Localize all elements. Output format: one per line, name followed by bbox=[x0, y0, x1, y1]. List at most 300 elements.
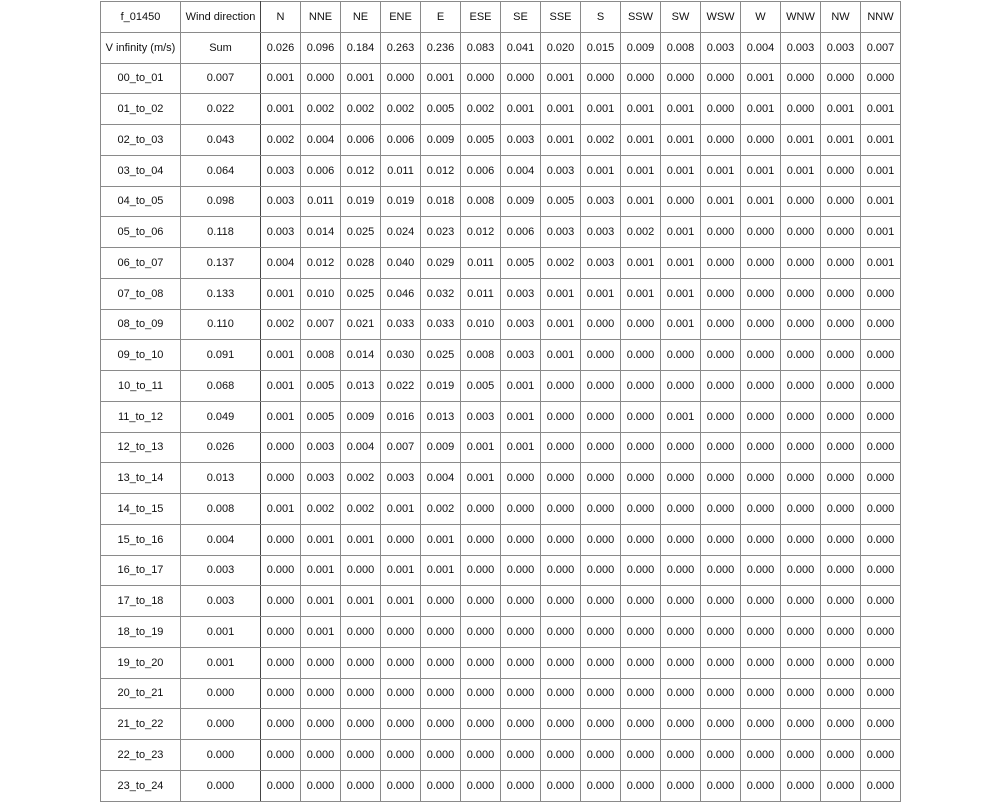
frequency-cell: 0.000 bbox=[741, 709, 781, 740]
speed-bin-label: 00_to_01 bbox=[101, 63, 181, 94]
frequency-cell: 0.000 bbox=[861, 740, 901, 771]
frequency-cell: 0.023 bbox=[421, 217, 461, 248]
frequency-cell: 0.000 bbox=[701, 340, 741, 371]
frequency-cell: 0.000 bbox=[701, 647, 741, 678]
frequency-cell: 0.000 bbox=[821, 463, 861, 494]
frequency-cell: 0.008 bbox=[301, 340, 341, 371]
speed-bin-label: 02_to_03 bbox=[101, 125, 181, 156]
table-row bbox=[101, 709, 901, 740]
frequency-cell: 0.000 bbox=[861, 463, 901, 494]
frequency-cell: 0.025 bbox=[341, 217, 381, 248]
frequency-cell: 0.000 bbox=[661, 340, 701, 371]
table-row bbox=[101, 494, 901, 525]
frequency-cell: 0.006 bbox=[301, 155, 341, 186]
frequency-cell: 0.033 bbox=[381, 309, 421, 340]
frequency-cell: 0.000 bbox=[741, 617, 781, 648]
frequency-cell: 0.000 bbox=[461, 770, 501, 801]
table-row bbox=[101, 278, 901, 309]
frequency-cell: 0.000 bbox=[501, 463, 541, 494]
frequency-cell: 0.000 bbox=[781, 770, 821, 801]
frequency-cell: 0.002 bbox=[341, 494, 381, 525]
frequency-cell: 0.000 bbox=[421, 770, 461, 801]
direction-header: NNW bbox=[861, 2, 901, 33]
frequency-cell: 0.007 bbox=[301, 309, 341, 340]
frequency-cell: 0.000 bbox=[701, 309, 741, 340]
frequency-cell: 0.000 bbox=[701, 371, 741, 402]
frequency-cell: 0.005 bbox=[461, 125, 501, 156]
table-row bbox=[101, 647, 901, 678]
direction-header: NW bbox=[821, 2, 861, 33]
frequency-cell: 0.000 bbox=[661, 586, 701, 617]
speed-bin-label: 06_to_07 bbox=[101, 248, 181, 279]
frequency-cell: 0.003 bbox=[261, 155, 301, 186]
frequency-cell: 0.005 bbox=[301, 401, 341, 432]
frequency-cell: 0.000 bbox=[741, 309, 781, 340]
speed-bin-label: 17_to_18 bbox=[101, 586, 181, 617]
frequency-cell: 0.003 bbox=[301, 432, 341, 463]
frequency-cell: 0.000 bbox=[461, 63, 501, 94]
frequency-cell: 0.002 bbox=[421, 494, 461, 525]
frequency-cell: 0.005 bbox=[421, 94, 461, 125]
frequency-cell: 0.003 bbox=[461, 401, 501, 432]
frequency-cell: 0.011 bbox=[381, 155, 421, 186]
frequency-cell: 0.000 bbox=[741, 555, 781, 586]
frequency-cell: 0.000 bbox=[661, 770, 701, 801]
table-row bbox=[101, 186, 901, 217]
frequency-cell: 0.000 bbox=[821, 740, 861, 771]
frequency-cell: 0.046 bbox=[381, 278, 421, 309]
frequency-cell: 0.000 bbox=[261, 770, 301, 801]
frequency-cell: 0.001 bbox=[421, 524, 461, 555]
table-row bbox=[101, 309, 901, 340]
frequency-cell: 0.000 bbox=[701, 125, 741, 156]
frequency-cell: 0.001 bbox=[421, 63, 461, 94]
frequency-cell: 0.001 bbox=[621, 155, 661, 186]
frequency-cell: 0.001 bbox=[861, 94, 901, 125]
direction-header: SW bbox=[661, 2, 701, 33]
frequency-cell: 0.001 bbox=[381, 586, 421, 617]
frequency-cell: 0.000 bbox=[781, 740, 821, 771]
frequency-cell: 0.000 bbox=[701, 463, 741, 494]
frequency-cell: 0.000 bbox=[461, 494, 501, 525]
frequency-cell: 0.000 bbox=[261, 524, 301, 555]
frequency-cell: 0.001 bbox=[301, 586, 341, 617]
speed-bin-label: 15_to_16 bbox=[101, 524, 181, 555]
frequency-cell: 0.000 bbox=[501, 647, 541, 678]
direction-total: 0.003 bbox=[821, 32, 861, 63]
frequency-cell: 0.003 bbox=[581, 186, 621, 217]
frequency-cell: 0.000 bbox=[581, 524, 621, 555]
wind-direction-header: Wind direction bbox=[181, 2, 261, 33]
frequency-cell: 0.000 bbox=[341, 678, 381, 709]
frequency-cell: 0.040 bbox=[381, 248, 421, 279]
frequency-cell: 0.000 bbox=[301, 709, 341, 740]
frequency-cell: 0.000 bbox=[781, 186, 821, 217]
table-row bbox=[101, 94, 901, 125]
frequency-cell: 0.000 bbox=[661, 371, 701, 402]
frequency-cell: 0.000 bbox=[781, 586, 821, 617]
frequency-cell: 0.001 bbox=[541, 94, 581, 125]
speed-bin-label: 11_to_12 bbox=[101, 401, 181, 432]
frequency-cell: 0.000 bbox=[821, 678, 861, 709]
frequency-cell: 0.000 bbox=[621, 340, 661, 371]
speed-bin-label: 05_to_06 bbox=[101, 217, 181, 248]
frequency-cell: 0.001 bbox=[501, 432, 541, 463]
frequency-cell: 0.011 bbox=[461, 248, 501, 279]
frequency-cell: 0.000 bbox=[621, 401, 661, 432]
frequency-cell: 0.000 bbox=[581, 709, 621, 740]
frequency-cell: 0.000 bbox=[261, 709, 301, 740]
direction-header: NNE bbox=[301, 2, 341, 33]
frequency-cell: 0.000 bbox=[661, 678, 701, 709]
frequency-cell: 0.003 bbox=[581, 248, 621, 279]
frequency-cell: 0.000 bbox=[381, 709, 421, 740]
frequency-cell: 0.001 bbox=[661, 125, 701, 156]
frequency-cell: 0.011 bbox=[461, 278, 501, 309]
frequency-cell: 0.000 bbox=[621, 371, 661, 402]
row-sum: 0.000 bbox=[181, 740, 261, 771]
frequency-cell: 0.000 bbox=[661, 709, 701, 740]
row-sum: 0.000 bbox=[181, 770, 261, 801]
frequency-cell: 0.004 bbox=[261, 248, 301, 279]
frequency-cell: 0.003 bbox=[501, 309, 541, 340]
row-sum: 0.068 bbox=[181, 371, 261, 402]
frequency-cell: 0.000 bbox=[741, 432, 781, 463]
direction-total: 0.236 bbox=[421, 32, 461, 63]
frequency-cell: 0.000 bbox=[741, 278, 781, 309]
frequency-cell: 0.000 bbox=[261, 647, 301, 678]
frequency-cell: 0.009 bbox=[341, 401, 381, 432]
frequency-cell: 0.005 bbox=[501, 248, 541, 279]
frequency-cell: 0.000 bbox=[861, 617, 901, 648]
frequency-cell: 0.000 bbox=[661, 186, 701, 217]
row-sum: 0.091 bbox=[181, 340, 261, 371]
corner-label: f_01450 bbox=[101, 2, 181, 33]
frequency-cell: 0.012 bbox=[421, 155, 461, 186]
wind-frequency-table bbox=[100, 1, 901, 802]
frequency-cell: 0.000 bbox=[781, 555, 821, 586]
frequency-cell: 0.000 bbox=[421, 740, 461, 771]
frequency-cell: 0.000 bbox=[701, 432, 741, 463]
frequency-cell: 0.000 bbox=[261, 555, 301, 586]
frequency-cell: 0.000 bbox=[541, 678, 581, 709]
direction-header: N bbox=[261, 2, 301, 33]
frequency-cell: 0.000 bbox=[741, 524, 781, 555]
frequency-cell: 0.001 bbox=[701, 186, 741, 217]
frequency-cell: 0.000 bbox=[741, 463, 781, 494]
frequency-cell: 0.000 bbox=[821, 709, 861, 740]
row-sum: 0.000 bbox=[181, 678, 261, 709]
speed-bin-label: 14_to_15 bbox=[101, 494, 181, 525]
frequency-cell: 0.001 bbox=[701, 155, 741, 186]
frequency-cell: 0.001 bbox=[661, 155, 701, 186]
row-sum: 0.043 bbox=[181, 125, 261, 156]
frequency-cell: 0.006 bbox=[341, 125, 381, 156]
frequency-cell: 0.000 bbox=[501, 678, 541, 709]
frequency-cell: 0.000 bbox=[341, 617, 381, 648]
frequency-cell: 0.019 bbox=[381, 186, 421, 217]
frequency-cell: 0.000 bbox=[501, 494, 541, 525]
direction-total: 0.020 bbox=[541, 32, 581, 63]
direction-total: 0.083 bbox=[461, 32, 501, 63]
table-row bbox=[101, 617, 901, 648]
frequency-cell: 0.010 bbox=[461, 309, 501, 340]
frequency-cell: 0.000 bbox=[621, 555, 661, 586]
frequency-cell: 0.000 bbox=[701, 617, 741, 648]
frequency-cell: 0.000 bbox=[541, 586, 581, 617]
direction-header: NE bbox=[341, 2, 381, 33]
frequency-cell: 0.001 bbox=[661, 94, 701, 125]
frequency-cell: 0.001 bbox=[661, 401, 701, 432]
frequency-cell: 0.000 bbox=[581, 63, 621, 94]
frequency-cell: 0.001 bbox=[541, 309, 581, 340]
frequency-cell: 0.000 bbox=[781, 494, 821, 525]
frequency-cell: 0.000 bbox=[821, 371, 861, 402]
frequency-cell: 0.000 bbox=[621, 709, 661, 740]
frequency-cell: 0.000 bbox=[821, 309, 861, 340]
frequency-cell: 0.001 bbox=[261, 340, 301, 371]
frequency-cell: 0.000 bbox=[381, 647, 421, 678]
frequency-cell: 0.000 bbox=[261, 432, 301, 463]
frequency-cell: 0.006 bbox=[381, 125, 421, 156]
frequency-cell: 0.000 bbox=[501, 586, 541, 617]
frequency-cell: 0.000 bbox=[261, 586, 301, 617]
frequency-cell: 0.002 bbox=[341, 463, 381, 494]
frequency-cell: 0.001 bbox=[261, 371, 301, 402]
frequency-cell: 0.000 bbox=[821, 340, 861, 371]
table-body bbox=[101, 2, 901, 802]
frequency-cell: 0.001 bbox=[661, 278, 701, 309]
frequency-cell: 0.000 bbox=[461, 647, 501, 678]
frequency-cell: 0.010 bbox=[301, 278, 341, 309]
frequency-cell: 0.000 bbox=[861, 678, 901, 709]
frequency-cell: 0.025 bbox=[421, 340, 461, 371]
frequency-cell: 0.000 bbox=[501, 524, 541, 555]
frequency-cell: 0.000 bbox=[581, 555, 621, 586]
direction-header: SSE bbox=[541, 2, 581, 33]
frequency-cell: 0.000 bbox=[301, 740, 341, 771]
frequency-cell: 0.000 bbox=[821, 494, 861, 525]
frequency-cell: 0.000 bbox=[821, 248, 861, 279]
frequency-cell: 0.000 bbox=[541, 401, 581, 432]
frequency-cell: 0.000 bbox=[861, 401, 901, 432]
frequency-cell: 0.000 bbox=[621, 524, 661, 555]
row-sum: 0.137 bbox=[181, 248, 261, 279]
frequency-cell: 0.000 bbox=[541, 647, 581, 678]
speed-bin-label: 07_to_08 bbox=[101, 278, 181, 309]
direction-total: 0.008 bbox=[661, 32, 701, 63]
table-row bbox=[101, 463, 901, 494]
frequency-cell: 0.000 bbox=[461, 524, 501, 555]
frequency-cell: 0.006 bbox=[461, 155, 501, 186]
speed-bin-label: 13_to_14 bbox=[101, 463, 181, 494]
frequency-cell: 0.000 bbox=[581, 647, 621, 678]
direction-total: 0.184 bbox=[341, 32, 381, 63]
frequency-cell: 0.000 bbox=[541, 617, 581, 648]
frequency-cell: 0.000 bbox=[581, 463, 621, 494]
frequency-cell: 0.000 bbox=[261, 740, 301, 771]
frequency-cell: 0.000 bbox=[421, 586, 461, 617]
frequency-cell: 0.000 bbox=[581, 401, 621, 432]
frequency-cell: 0.013 bbox=[341, 371, 381, 402]
frequency-cell: 0.000 bbox=[821, 432, 861, 463]
frequency-cell: 0.001 bbox=[861, 155, 901, 186]
frequency-cell: 0.000 bbox=[741, 248, 781, 279]
frequency-cell: 0.001 bbox=[461, 463, 501, 494]
row-sum: 0.013 bbox=[181, 463, 261, 494]
frequency-cell: 0.000 bbox=[741, 647, 781, 678]
direction-total: 0.003 bbox=[781, 32, 821, 63]
frequency-cell: 0.000 bbox=[741, 125, 781, 156]
frequency-cell: 0.000 bbox=[501, 770, 541, 801]
frequency-cell: 0.000 bbox=[621, 617, 661, 648]
frequency-cell: 0.001 bbox=[661, 217, 701, 248]
frequency-cell: 0.032 bbox=[421, 278, 461, 309]
frequency-cell: 0.009 bbox=[421, 432, 461, 463]
row-sum: 0.133 bbox=[181, 278, 261, 309]
frequency-cell: 0.000 bbox=[701, 709, 741, 740]
speed-bin-label: 23_to_24 bbox=[101, 770, 181, 801]
frequency-cell: 0.003 bbox=[541, 155, 581, 186]
frequency-cell: 0.000 bbox=[741, 740, 781, 771]
frequency-cell: 0.000 bbox=[541, 770, 581, 801]
frequency-cell: 0.000 bbox=[821, 555, 861, 586]
frequency-cell: 0.000 bbox=[701, 248, 741, 279]
frequency-cell: 0.000 bbox=[381, 770, 421, 801]
frequency-cell: 0.002 bbox=[301, 494, 341, 525]
frequency-cell: 0.000 bbox=[821, 63, 861, 94]
frequency-cell: 0.000 bbox=[741, 586, 781, 617]
frequency-cell: 0.000 bbox=[661, 647, 701, 678]
direction-total: 0.263 bbox=[381, 32, 421, 63]
frequency-cell: 0.000 bbox=[661, 740, 701, 771]
frequency-cell: 0.004 bbox=[501, 155, 541, 186]
table-row bbox=[101, 770, 901, 801]
frequency-cell: 0.001 bbox=[621, 125, 661, 156]
frequency-cell: 0.001 bbox=[541, 63, 581, 94]
frequency-cell: 0.001 bbox=[301, 555, 341, 586]
frequency-cell: 0.001 bbox=[621, 94, 661, 125]
speed-bin-label: 20_to_21 bbox=[101, 678, 181, 709]
frequency-cell: 0.000 bbox=[541, 432, 581, 463]
frequency-cell: 0.014 bbox=[301, 217, 341, 248]
frequency-cell: 0.001 bbox=[261, 63, 301, 94]
frequency-cell: 0.021 bbox=[341, 309, 381, 340]
frequency-cell: 0.001 bbox=[261, 494, 301, 525]
speed-bin-label: 04_to_05 bbox=[101, 186, 181, 217]
frequency-cell: 0.004 bbox=[301, 125, 341, 156]
frequency-cell: 0.000 bbox=[781, 678, 821, 709]
frequency-cell: 0.000 bbox=[781, 371, 821, 402]
frequency-cell: 0.000 bbox=[581, 770, 621, 801]
frequency-cell: 0.000 bbox=[821, 155, 861, 186]
frequency-cell: 0.000 bbox=[861, 709, 901, 740]
speed-bin-label: 16_to_17 bbox=[101, 555, 181, 586]
frequency-cell: 0.011 bbox=[301, 186, 341, 217]
direction-total: 0.015 bbox=[581, 32, 621, 63]
frequency-cell: 0.001 bbox=[781, 125, 821, 156]
frequency-cell: 0.000 bbox=[581, 309, 621, 340]
frequency-cell: 0.000 bbox=[781, 309, 821, 340]
frequency-cell: 0.000 bbox=[781, 340, 821, 371]
direction-header: ENE bbox=[381, 2, 421, 33]
frequency-cell: 0.000 bbox=[701, 524, 741, 555]
frequency-cell: 0.001 bbox=[461, 432, 501, 463]
frequency-cell: 0.000 bbox=[581, 740, 621, 771]
frequency-cell: 0.000 bbox=[781, 63, 821, 94]
frequency-cell: 0.000 bbox=[301, 647, 341, 678]
frequency-cell: 0.000 bbox=[861, 586, 901, 617]
frequency-cell: 0.001 bbox=[541, 278, 581, 309]
frequency-cell: 0.000 bbox=[741, 770, 781, 801]
frequency-cell: 0.000 bbox=[861, 63, 901, 94]
frequency-cell: 0.001 bbox=[781, 155, 821, 186]
frequency-cell: 0.009 bbox=[501, 186, 541, 217]
frequency-cell: 0.000 bbox=[741, 371, 781, 402]
frequency-cell: 0.000 bbox=[381, 63, 421, 94]
frequency-cell: 0.013 bbox=[421, 401, 461, 432]
table-row bbox=[101, 678, 901, 709]
speed-bin-label: 03_to_04 bbox=[101, 155, 181, 186]
frequency-cell: 0.000 bbox=[341, 709, 381, 740]
frequency-cell: 0.001 bbox=[861, 125, 901, 156]
direction-total: 0.041 bbox=[501, 32, 541, 63]
summary-row bbox=[101, 32, 901, 63]
frequency-cell: 0.006 bbox=[501, 217, 541, 248]
frequency-cell: 0.000 bbox=[301, 63, 341, 94]
frequency-cell: 0.000 bbox=[621, 740, 661, 771]
frequency-cell: 0.001 bbox=[741, 155, 781, 186]
frequency-cell: 0.000 bbox=[701, 94, 741, 125]
frequency-cell: 0.001 bbox=[741, 94, 781, 125]
row-sum: 0.049 bbox=[181, 401, 261, 432]
frequency-cell: 0.001 bbox=[301, 617, 341, 648]
frequency-cell: 0.000 bbox=[581, 340, 621, 371]
frequency-cell: 0.001 bbox=[581, 94, 621, 125]
frequency-cell: 0.002 bbox=[541, 248, 581, 279]
frequency-cell: 0.000 bbox=[621, 463, 661, 494]
frequency-cell: 0.000 bbox=[661, 432, 701, 463]
frequency-cell: 0.001 bbox=[341, 63, 381, 94]
frequency-cell: 0.000 bbox=[541, 494, 581, 525]
table-row bbox=[101, 125, 901, 156]
frequency-cell: 0.022 bbox=[381, 371, 421, 402]
frequency-cell: 0.000 bbox=[341, 555, 381, 586]
frequency-cell: 0.000 bbox=[781, 278, 821, 309]
frequency-cell: 0.000 bbox=[621, 432, 661, 463]
frequency-cell: 0.000 bbox=[541, 371, 581, 402]
frequency-cell: 0.003 bbox=[501, 278, 541, 309]
frequency-cell: 0.000 bbox=[661, 63, 701, 94]
row-sum: 0.001 bbox=[181, 617, 261, 648]
frequency-cell: 0.001 bbox=[381, 555, 421, 586]
frequency-cell: 0.000 bbox=[741, 340, 781, 371]
row-sum: 0.022 bbox=[181, 94, 261, 125]
frequency-cell: 0.000 bbox=[581, 586, 621, 617]
frequency-cell: 0.000 bbox=[461, 586, 501, 617]
frequency-cell: 0.000 bbox=[661, 555, 701, 586]
frequency-cell: 0.000 bbox=[781, 401, 821, 432]
frequency-cell: 0.001 bbox=[821, 94, 861, 125]
frequency-cell: 0.000 bbox=[781, 94, 821, 125]
frequency-cell: 0.000 bbox=[501, 63, 541, 94]
frequency-cell: 0.000 bbox=[421, 709, 461, 740]
table-row bbox=[101, 401, 901, 432]
speed-bin-label: 08_to_09 bbox=[101, 309, 181, 340]
frequency-cell: 0.000 bbox=[821, 647, 861, 678]
frequency-cell: 0.000 bbox=[741, 401, 781, 432]
frequency-cell: 0.001 bbox=[341, 586, 381, 617]
